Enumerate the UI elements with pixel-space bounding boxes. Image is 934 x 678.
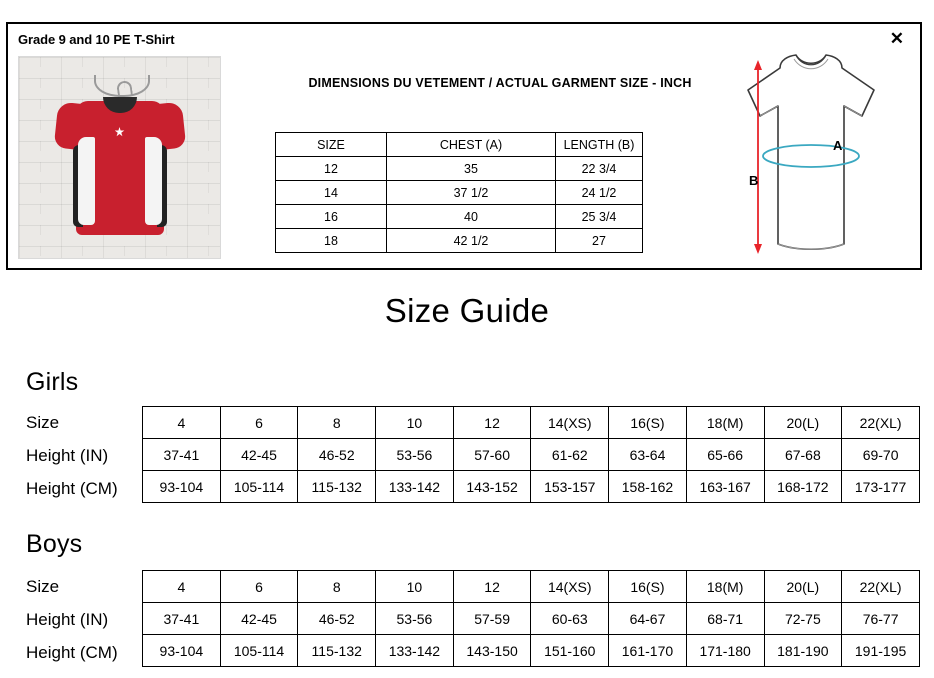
cell: 143-150	[453, 635, 531, 667]
cell: 18(M)	[686, 571, 764, 603]
cell: 4	[143, 407, 221, 439]
cell: 53-56	[376, 439, 454, 471]
girls-size-table	[142, 406, 920, 503]
boys-size-table	[142, 570, 920, 667]
cell-chest: 40	[387, 205, 556, 229]
cell: 105-114	[220, 471, 298, 503]
column-header-size: SIZE	[276, 133, 387, 157]
row-label-size: Size	[26, 577, 60, 596]
table-header-row	[276, 133, 643, 157]
tshirt-illustration	[56, 93, 184, 235]
cell: 46-52	[298, 603, 376, 635]
cell: 6	[220, 571, 298, 603]
tshirt-side-panel-white-left	[78, 137, 95, 225]
cell: 57-59	[453, 603, 531, 635]
cell: 20(L)	[764, 571, 842, 603]
product-info-panel	[6, 22, 922, 270]
table-row	[276, 157, 643, 181]
cell: 76-77	[842, 603, 920, 635]
table-row	[276, 181, 643, 205]
table-row	[276, 205, 643, 229]
product-title: Grade 9 and 10 PE T-Shirt	[18, 32, 175, 47]
cell: 161-170	[609, 635, 687, 667]
close-icon[interactable]: ✕	[889, 29, 904, 48]
cell: 16(S)	[609, 407, 687, 439]
cell-length: 22 3/4	[556, 157, 643, 181]
cell: 8	[298, 407, 376, 439]
boys-row-labels	[26, 570, 156, 669]
cell: 93-104	[143, 635, 221, 667]
cell: 60-63	[531, 603, 609, 635]
cell: 158-162	[609, 471, 687, 503]
row-label-height-in: Height (IN)	[26, 610, 109, 629]
cell: 20(L)	[764, 407, 842, 439]
cell: 115-132	[298, 471, 376, 503]
row-label-height-cm: Height (CM)	[26, 643, 118, 662]
cell-length: 24 1/2	[556, 181, 643, 205]
cell: 4	[143, 571, 221, 603]
cell: 16(S)	[609, 571, 687, 603]
cell: 171-180	[686, 635, 764, 667]
cell: 42-45	[220, 439, 298, 471]
cell: 151-160	[531, 635, 609, 667]
tshirt-outline-icon	[716, 46, 906, 266]
column-header-chest: CHEST (A)	[387, 133, 556, 157]
table-row	[143, 635, 920, 667]
product-photo	[18, 56, 221, 259]
cell-chest: 35	[387, 157, 556, 181]
cell: 42-45	[220, 603, 298, 635]
cell: 69-70	[842, 439, 920, 471]
row-label-size: Size	[26, 413, 60, 432]
cell: 10	[376, 407, 454, 439]
page-title: Size Guide	[384, 292, 550, 329]
column-header-length: LENGTH (B)	[556, 133, 643, 157]
table-row	[143, 407, 920, 439]
cell: 37-41	[143, 603, 221, 635]
cell: 153-157	[531, 471, 609, 503]
table-row	[143, 603, 920, 635]
cell: 133-142	[376, 635, 454, 667]
cell: 53-56	[376, 603, 454, 635]
cell: 22(XL)	[842, 407, 920, 439]
cell: 10	[376, 571, 454, 603]
cell: 14(XS)	[531, 571, 609, 603]
tshirt-side-panel-white-right	[145, 137, 162, 225]
cell: 37-41	[143, 439, 221, 471]
cell-size: 18	[276, 229, 387, 253]
cell-chest: 37 1/2	[387, 181, 556, 205]
cell-size: 16	[276, 205, 387, 229]
cell: 173-177	[842, 471, 920, 503]
cell: 12	[453, 407, 531, 439]
cell: 57-60	[453, 439, 531, 471]
cell: 68-71	[686, 603, 764, 635]
cell: 12	[453, 571, 531, 603]
cell: 6	[220, 407, 298, 439]
girls-row-labels	[26, 406, 156, 505]
cell: 18(M)	[686, 407, 764, 439]
cell: 65-66	[686, 439, 764, 471]
cell: 46-52	[298, 439, 376, 471]
table-row	[143, 471, 920, 503]
cell: 115-132	[298, 635, 376, 667]
cell: 22(XL)	[842, 571, 920, 603]
measurement-label-b: B	[749, 173, 759, 188]
cell: 133-142	[376, 471, 454, 503]
row-label-height-cm: Height (CM)	[26, 479, 118, 498]
cell: 67-68	[764, 439, 842, 471]
table-row	[143, 439, 920, 471]
cell-length: 27	[556, 229, 643, 253]
cell-size: 12	[276, 157, 387, 181]
row-label-height-in: Height (IN)	[26, 446, 109, 465]
cell: 143-152	[453, 471, 531, 503]
cell: 14(XS)	[531, 407, 609, 439]
cell-chest: 42 1/2	[387, 229, 556, 253]
cell: 63-64	[609, 439, 687, 471]
cell: 181-190	[764, 635, 842, 667]
dimensions-heading: DIMENSIONS DU VETEMENT / ACTUAL GARMENT SIZE - INCH	[308, 76, 692, 90]
section-title-girls: Girls	[26, 368, 79, 396]
cell: 105-114	[220, 635, 298, 667]
cell: 72-75	[764, 603, 842, 635]
garment-measurement-diagram	[716, 46, 906, 266]
section-title-boys: Boys	[26, 530, 83, 558]
cell: 168-172	[764, 471, 842, 503]
cell: 93-104	[143, 471, 221, 503]
cell: 191-195	[842, 635, 920, 667]
table-row	[143, 571, 920, 603]
garment-dimensions-table	[275, 132, 643, 253]
cell: 61-62	[531, 439, 609, 471]
cell: 8	[298, 571, 376, 603]
cell-length: 25 3/4	[556, 205, 643, 229]
cell: 163-167	[686, 471, 764, 503]
cell-size: 14	[276, 181, 387, 205]
measurement-label-a: A	[833, 138, 843, 153]
table-row	[276, 229, 643, 253]
cell: 64-67	[609, 603, 687, 635]
